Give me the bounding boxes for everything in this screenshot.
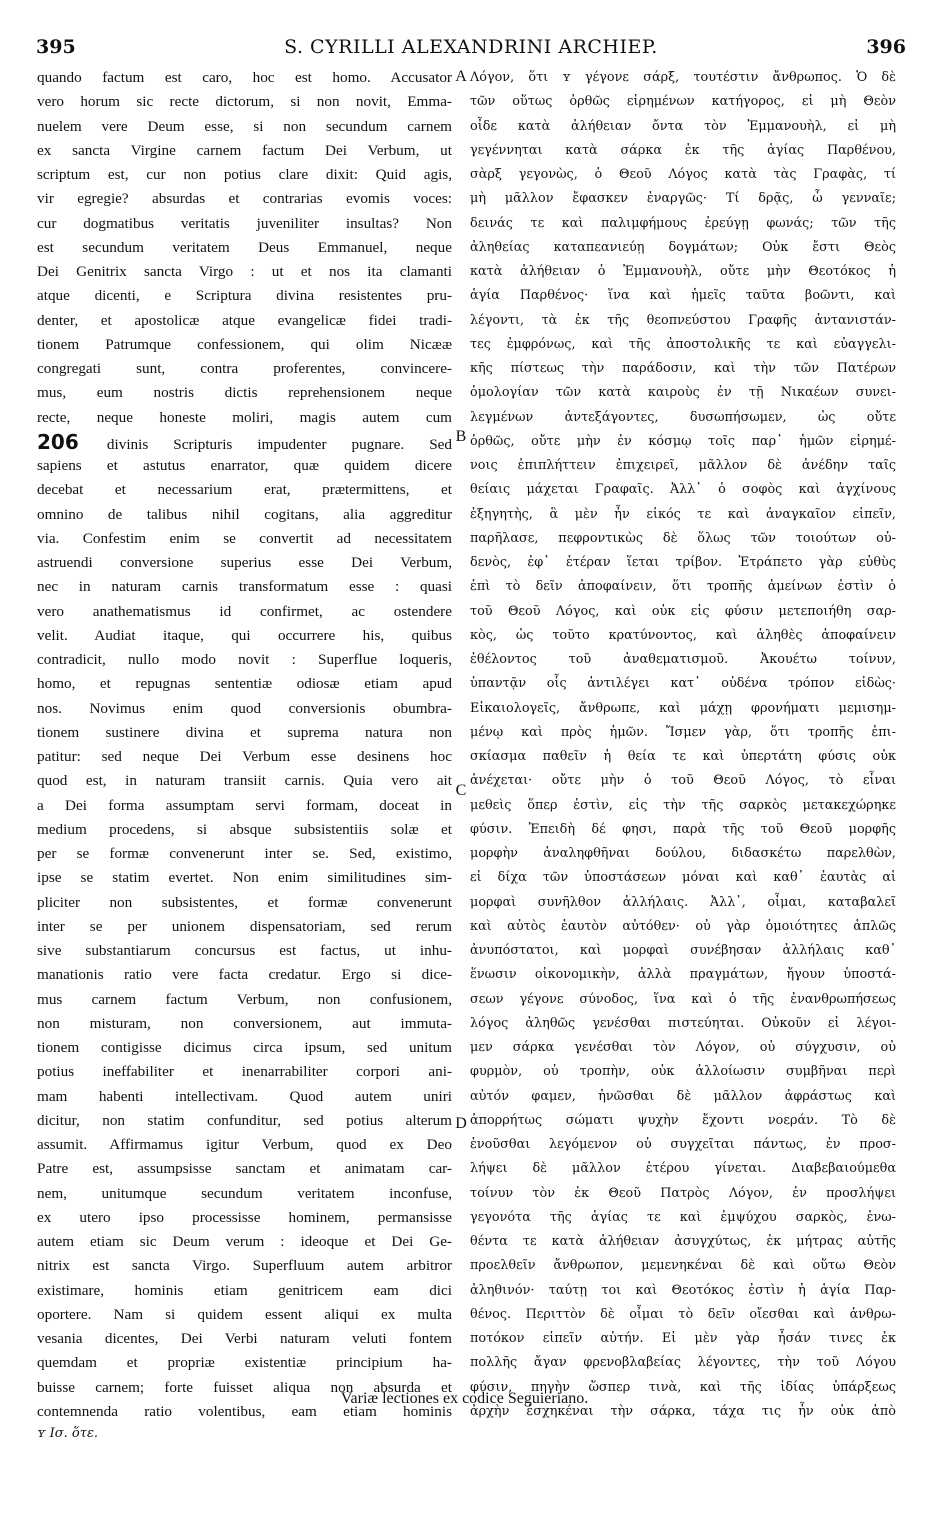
greek-column [470, 66, 896, 1424]
latin-text-line: dicitur, non statim confunditur, sed potius alterum [37, 1111, 452, 1129]
greek-text-line: μεθεὶς ὅπερ ἐστὶν, εἰς τὴν τῆς σαρκὸς μετακεχώρηκε [470, 797, 896, 813]
latin-text-line: vir egregie? absurdas et contrarias evomis voces: [37, 190, 452, 208]
latin-text-line: nem, unitumque secundum veritatem inconfuse, [37, 1184, 452, 1202]
greek-text-line: ὁμολογίαν τῶν κατὰ καιροὺς ἐν τῇ Νικαέων συνει- [470, 385, 896, 401]
latin-text-line: sive substantiarum concursus est factus, ut inhu- [37, 942, 452, 959]
margin-number: 206 [37, 429, 107, 454]
greek-text-line: φυρμὸν, οὐ τροπὴν, οὐκ ἀλλοίωσιν συμβῆναι περὶ [470, 1064, 896, 1080]
latin-text-line: nec in naturam carnis transformatum esse : quasi [37, 578, 452, 596]
greek-text-line: ἐξηγητὴς, ἃ μὲν ἦν εἰκός τε καὶ ἀναγκαῖον εἰπεῖν, [470, 506, 896, 522]
latin-text-line: tionem sustinere divina et suprema natura non [37, 723, 452, 741]
greek-text-line: προελθεῖν ἄνθρωπον, μεμενηκέναι δὲ καὶ οὕτω Θεὸν [470, 1258, 896, 1274]
greek-text-line: ἀνυπόστατοι, καὶ μορφαὶ συνέβησαν ἀλλήλαις καθ᾽ [470, 943, 896, 958]
greek-text-line: Λόγον, ὅτι ʏ γέγονε σάρξ, τουτέστιν ἄνθρωπος. Ὁ δὲ [470, 70, 896, 85]
section-marker-a: A [455, 68, 467, 85]
latin-text-line: tionem contigisse dicimus circa ipsum, sed unitum [37, 1039, 452, 1056]
latin-text-line: per se formæ convenerunt inter se. Sed, existimo, [37, 845, 452, 862]
greek-text-line: λεγμένων ἀντεξάγοντες, δυσωπήσωμεν, ὡς οὔτε [470, 409, 896, 425]
latin-text-line: quando factum est caro, hoc est homo. Accusator [37, 69, 452, 86]
greek-text-line: ἀνέχεται· οὔτε μὴν ὁ τοῦ Θεοῦ Λόγος, τὸ εἶναι [470, 773, 896, 789]
latin-text-line: sapiens et astutus enarrator, quæ quidem dicere [37, 457, 452, 474]
running-title: S. CYRILLI ALEXANDRINI ARCHIEP. [284, 36, 658, 58]
greek-text-line: ποτόκον εἰπεῖν αὐτήν. Εἰ μὲν γὰρ ἦσάν τινες ἐκ [470, 1331, 896, 1346]
latin-text-line: mus, eum nostris dictis reprehensionem neque [37, 384, 452, 402]
latin-text-line: pliciter non subsistentes, et formæ convenerunt [37, 893, 452, 911]
latin-text-line: nos. Novimus enim quod conversionis obumbra- [37, 699, 452, 717]
latin-text-line: est secundum veritatem Deus Emmanuel, neque [37, 238, 452, 256]
latin-text-line: existimare, hominis etiam genitricem eam dici [37, 1281, 452, 1299]
latin-text-line: nuelem vere Deum esse, si non secundum carnem [37, 117, 452, 135]
latin-text-line: denter, et apostolicæ atque evangelicæ fidei tradi- [37, 311, 452, 329]
greek-text-line: λήψει δὲ μᾶλλον ἑτέρου γίνεται. Διαβεβαιούμεθα [470, 1161, 896, 1177]
greek-text-line: ἀπορρήτως σώματι ψυχὴν ἔχοντι νοεράν. Τὸ δὲ [470, 1112, 896, 1128]
greek-text-line: οἶδε κατὰ ἀλήθειαν ὄντα τὸν Ἐμμανουὴλ, εἰ μὴ [470, 118, 896, 134]
greek-text-line: ἀληθινόν· ταύτῃ τοι καὶ Θεοτόκος ἐστὶν ἡ ἁγία Παρ- [470, 1282, 896, 1298]
page-header [36, 36, 906, 62]
greek-text-line: νοις ἐπιπλήττειν ἐπιχειρεῖ, μᾶλλον δὲ ἀνέδην ταῖς [470, 458, 896, 473]
latin-text-line: a Dei forma assumptam servi formam, doceat in [37, 796, 452, 814]
latin-text-line: ipse se statim evertet. Non enim similitudines sim- [37, 869, 452, 887]
greek-text-line: θείαις μάχεται Γραφαῖς. Ἀλλ᾽ ὁ σοφὸς καὶ ἀγχίνους [470, 482, 896, 498]
latin-text-line: mam habenti intellectivam. Quod autem uniri [37, 1087, 452, 1105]
footnote: ʏ Ισ. ὅτε. [37, 1426, 99, 1441]
page-number-left: 395 [36, 36, 76, 58]
latin-column [37, 66, 452, 1424]
latin-text-line: atque dicenti, e Scriptura divina resistentes pru- [37, 287, 452, 305]
greek-text-line: γεγονότα τῆς ἁγίας τε καὶ ἐμψύχου σαρκὸς, ἑνω- [470, 1209, 896, 1225]
greek-text-line: τες ἐμφρόνως, καὶ τῆς ἀποστολικῆς τε καὶ εὐαγγελι- [470, 336, 896, 352]
latin-text-line: potius ineffabiliter et inenarrabiliter corpori ani- [37, 1063, 452, 1081]
greek-text-line: ὀρθῶς, οὔτε μὴν ἐν κόσμῳ τοῖς παρ᾽ ἡμῶν εἰρημέ- [470, 433, 896, 449]
latin-text-line: nitrix est sancta Virgo. Superfluum autem arbitror [37, 1257, 452, 1275]
latin-text-line: via. Confestim enim se convertit ad necessitatem [37, 529, 452, 547]
section-marker-d: D [455, 1115, 467, 1132]
latin-text-line: velit. Audiat itaque, qui occurrere his, quibus [37, 626, 452, 644]
greek-text-line: Εἰκαιολογεῖς, ἄνθρωπε, καὶ μάχῃ φρονήματι μεμισημ- [470, 700, 896, 716]
latin-text-line: Dei Genitrix sancta Virgo : ut et nos ita clamanti [37, 263, 452, 280]
latin-text-line: vero anathematismus id confirmet, ac ostendere [37, 602, 452, 620]
greek-text-line: τοῦ Θεοῦ Λόγος, καὶ οὐκ εἰς φύσιν μετεποιήθη σαρ- [470, 603, 896, 619]
greek-text-line: γεγέννηται κατὰ σάρκα ἐκ τῆς ἁγίας Παρθένου, [470, 142, 896, 158]
latin-text-line: Patre est, assumpsisse sanctam et animatam car- [37, 1160, 452, 1178]
latin-text-line: homo, et repugnas sententiæ odiosæ etiam apud [37, 675, 452, 693]
greek-text-line: μορφὴν ἀναληφθῆναι δούλου, διδασκέτω παρελθὼν, [470, 846, 896, 861]
page-number-right: 396 [866, 36, 906, 58]
greek-text-line: καὶ αὐτὸς ἑαυτὸν αὐτόθεν· οὐ γὰρ ὁμοιότητες ἁπλῶς [470, 918, 896, 934]
greek-text-line: φύσιν, πηγὴν ὥσπερ τινὰ, καὶ τῆς ἰδίας ὑπάρξεως [470, 1379, 896, 1395]
latin-text-line: vero horum sic recte dictorum, si non novit, Emma- [37, 93, 452, 111]
latin-text-line: recte, neque honeste moliri, magis autem cum [37, 408, 452, 426]
greek-text-line: πολλῆς ἄγαν φρενοβλαβείας λέγοντες, τὴν τοῦ Λόγου [470, 1355, 896, 1371]
latin-text-line: assumit. Affirmamus igitur Verbum, quod ex Deo [37, 1136, 452, 1153]
latin-text-line: oportere. Nam si quidem essent aliqui ex multa [37, 1305, 452, 1323]
section-marker-c: C [455, 782, 467, 799]
greek-text-line: μὴ μᾶλλον ἔφασκεν ἐναργῶς· Τί δρᾷς, ὦ γενναῖε; [470, 191, 896, 207]
greek-text-line: δεινάς τε καὶ παλιμφήμους ἐρεύγῃ φωνάς; τῶν τῆς [470, 215, 896, 231]
latin-text-line: contradicit, nullo modo novit : Superflue loqueris, [37, 651, 452, 668]
greek-text-line: ὑπαντᾷν οἷς ἀντιλέγει κατ᾽ οὐδένα τρόπον εἰδὼς· [470, 676, 896, 692]
greek-text-line: θένος. Περιττὸν δὲ οἶμαι τὸ δεῖν οἴεσθαι καὶ ἀνθρω- [470, 1306, 896, 1322]
greek-text-line: τοίνυν τὸν ἐκ Θεοῦ Πατρὸς Λόγον, ἐν προσλήψει [470, 1185, 896, 1201]
greek-text-line: ἁγία Παρθένος· ἵνα καὶ ἡμεῖς ταῦτα βοῶντι, καὶ [470, 288, 896, 304]
latin-text-line: quod est, in naturam transiit carnis. Quia vero ait [37, 772, 452, 790]
latin-text-line: vesania dicentes, Dei Verbi naturam veluti fontem [37, 1330, 452, 1347]
greek-text-line: κατὰ ἀλήθειαν ὁ Ἐμμανουὴλ, οὔτε μὴν Θεοτόκος ἡ [470, 264, 896, 279]
latin-text-line: decebat et necessarium erat, prætermittens, et [37, 481, 452, 499]
greek-text-line: μένῳ καὶ πρὸς ἡμῶν. Ἴσμεν γὰρ, ὅτι τροπῆς ἐπι- [470, 724, 896, 740]
greek-text-line: σεων γέγονε σύνοδος, ἵνα καὶ ὁ τῆς ἐνανθρωπήσεως [470, 991, 896, 1007]
greek-text-line: ἐπὶ τὸ δεῖν ἀποφαίνειν, ὅτι τροπῆς ἀμείνων ἐστὶν ὁ [470, 579, 896, 595]
greek-text-line: ἀρχὴν ἐσχηκέναι τὴν σάρκα, τάχα τις ἦν οὐκ ἀπὸ [470, 1403, 896, 1419]
greek-text-line: ἕνωσιν οἰκονομικὴν, ἀλλὰ πραγμάτων, ἤγουν ὑποστά- [470, 967, 896, 983]
latin-text-line: 206 divinis Scripturis impudenter pugnare. Sed [37, 429, 452, 454]
latin-text-line: congregati sunt, contra proferentes, convincere- [37, 360, 452, 377]
latin-text-line: astruendi conversione superius esse Dei Verbum, [37, 554, 452, 571]
greek-text-line: λόγος ἀληθῶς γενέσθαι πιστεύηται. Οὐκοῦν εἰ λέγοι- [470, 1015, 896, 1031]
greek-text-line: ἑνοῦσθαι λεγόμενον οὐ συγχεῖται πάντως, ἐν προσ- [470, 1137, 896, 1152]
greek-text-line: ἀληθείας καταπεανιεύῃ δογμάτων; Οὐκ ἔστι Θεὸς [470, 239, 896, 255]
latin-text-line: contemnenda ratio volentibus, eam etiam hominis [37, 1402, 452, 1420]
latin-text-line: tionem Patrumque confessionem, qui olim Nicææ [37, 335, 452, 353]
greek-text-line: θέντα τε κατὰ ἀλήθειαν ἀσυγχύτως, ἐκ μήτρας αὐτῆς [470, 1234, 896, 1249]
greek-text-line: κὸς, ὡς τοῦτο κρατύνοντος, καὶ ἀληθὲς ἀποφαίνειν [470, 627, 896, 643]
latin-text-line: inter se per unionem dispensatoriam, sed rerum [37, 917, 452, 935]
latin-text-line: omnino de talibus nihil cogitans, alia aggreditur [37, 505, 452, 523]
greek-text-line: μεν σάρκα γενέσθαι τὸν Λόγον, οὐ σύγχυσιν, οὐ [470, 1040, 896, 1055]
latin-text-line: manationis ratio vere facta credatur. Ergo si dice- [37, 966, 452, 984]
greek-text-line: φύσιν. Ἐπειδὴ δέ φησι, παρὰ τῆς τοῦ Θεοῦ μορφῆς [470, 821, 896, 837]
latin-text-line: non misturam, non conversionem, aut immuta- [37, 1014, 452, 1032]
greek-text-line: σκίασμα παθεῖν ἡ θεία τε καὶ ὑπερτάτη φύσις οὐκ [470, 749, 896, 764]
latin-text-line: scriptum est, cur non potius clare dixit: Quid agis, [37, 166, 452, 183]
greek-text-line: εἰ δίχα τῶν ὑποστάσεων μόναι καὶ καθ᾽ ἑαυτὰς αἱ [470, 870, 896, 886]
greek-text-line: κῆς πίστεως τὴν παράδοσιν, καὶ τὴν τῶν Πατέρων [470, 361, 896, 376]
latin-text-line: cur dogmatibus veritatis juveniliter insultas? Non [37, 214, 452, 232]
greek-text-line: δενὸς, ἐφ᾽ ἑτέραν ἵεται τρίβον. Ἐτράπετο γὰρ εὐθὺς [470, 555, 896, 570]
variae-lectiones-heading: Variæ lectiones ex codice Seguieriano. [340, 1390, 589, 1407]
greek-text-line: λέγοντι, τὰ ἐκ τῆς θεοπνεύστου Γραφῆς ἀντανιστάν- [470, 312, 896, 328]
greek-text-line: παρῆλασε, πεφροντικὼς δὲ ὅλως τῶν τοιούτων οὐ- [470, 530, 896, 546]
greek-text-line: σὰρξ γεγονὼς, ὁ Θεοῦ Λόγος κατὰ τὰς Γραφὰς, τί [470, 167, 896, 182]
latin-text-line: autem etiam sic Deum verum : ideoque et Dei Ge- [37, 1233, 452, 1250]
latin-text-line: patitur: sed neque Dei Verbum esse desinens hoc [37, 748, 452, 765]
latin-text-line: buisse carnem; forte fuisset aliqua non absurda et [37, 1378, 452, 1396]
latin-text-line: ex sancta Virgine carnem factum Dei Verbum, ut [37, 141, 452, 159]
greek-text-line: μορφαὶ συνῆλθον ἀλλήλαις. Ἀλλ᾽, οἶμαι, καταβαλεῖ [470, 894, 896, 910]
latin-text-line: medium procedens, si absque subsistentiis solæ et [37, 820, 452, 838]
greek-text-line: αὐτόν φαμεν, ἡνῶσθαι δὲ μᾶλλον ἀφράστως καὶ [470, 1088, 896, 1104]
latin-text-line: ex utero ipso processisse hominem, permansisse [37, 1208, 452, 1226]
greek-text-line: ἐθέλοντος τοῦ ἀναθεματισμοῦ. Ἀκουέτω τοίνυν, [470, 652, 896, 667]
section-marker-b: B [455, 428, 467, 445]
latin-text-line: mus carnem factum Verbum, non confusionem, [37, 990, 452, 1008]
greek-text-line: τῶν οὕτως ὀρθῶς εἰρημένων κατήγορος, εἰ μὴ Θεὸν [470, 94, 896, 110]
latin-text-line: quemdam et propriæ existentiæ principium ha- [37, 1354, 452, 1372]
